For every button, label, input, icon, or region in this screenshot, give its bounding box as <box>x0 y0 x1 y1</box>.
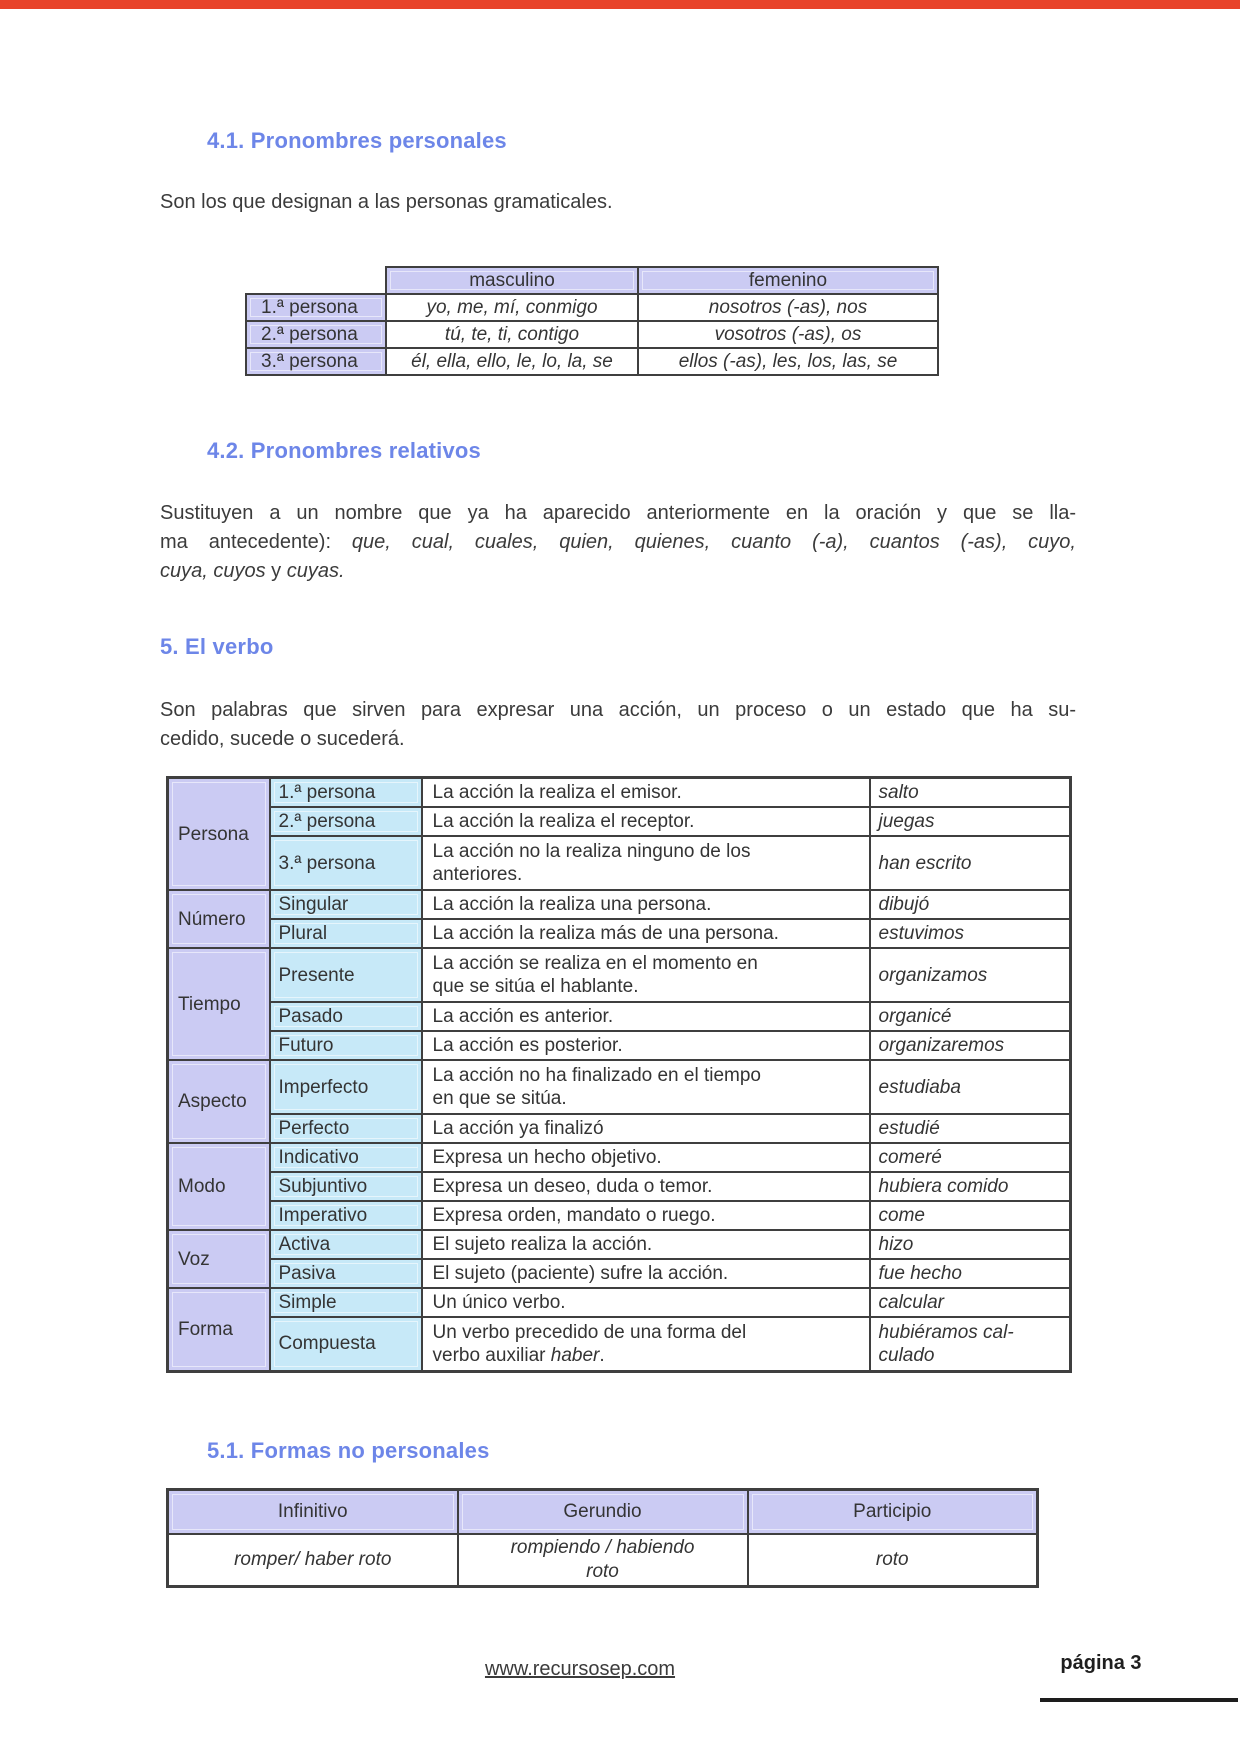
verb-example-cell: comeré <box>870 1143 1071 1172</box>
verb-subcategory-cell: Perfecto <box>270 1114 422 1143</box>
gerundio-cell: rompiendo / habiendo roto <box>458 1534 748 1587</box>
table-row <box>246 348 938 375</box>
verb-description-cell: El sujeto (paciente) sufre la acción. <box>422 1259 870 1288</box>
table-row <box>168 919 1071 948</box>
table-row <box>168 807 1071 836</box>
verb-category-cell: Voz <box>168 1230 270 1288</box>
verb-description-cell: Un único verbo. <box>422 1288 870 1317</box>
row-header: 1.ª persona <box>246 294 386 321</box>
verb-example-cell: hubiera comido <box>870 1172 1071 1201</box>
pronoun-cell: tú, te, ti, contigo <box>386 321 638 348</box>
verb-description-cell: Expresa un deseo, duda o temor. <box>422 1172 870 1201</box>
verb-description-cell: La acción se realiza en el momento en que se sitúa el hablante. <box>422 948 870 1002</box>
verb-subcategory-cell: Presente <box>270 948 422 1002</box>
verb-example-cell: han escrito <box>870 836 1071 890</box>
pronoun-cell: yo, me, mí, conmigo <box>386 294 638 321</box>
paragraph-5: Son palabras que sirven para expresar una acción, un proceso o un estado que ha su- cedido, sucede o sucederá. <box>160 699 1076 750</box>
intro-paragraph-4-1: Son los que designan a las personas gramaticales. <box>160 191 613 213</box>
verb-description-cell: Expresa orden, mandato o ruego. <box>422 1201 870 1230</box>
verb-description-cell: La acción es anterior. <box>422 1002 870 1031</box>
verb-category-cell: Tiempo <box>168 948 270 1060</box>
verb-example-cell: estudié <box>870 1114 1071 1143</box>
section-heading-5: 5. El verbo <box>160 634 274 659</box>
footer-link[interactable]: www.recursosep.com <box>484 1658 676 1680</box>
row-header: 3.ª persona <box>246 348 386 375</box>
row-header: 2.ª persona <box>246 321 386 348</box>
paragraph-4-2: Sustituyen a un nombre que ya ha aparecido anteriormente en la oración y que se lla- ma antecedente): que, cual, cuales, quien, quienes, cuanto (-a), cuantos (-as), cuyo, cuya, cuyos y cuyas. <box>160 502 1076 582</box>
table-row <box>168 1490 1038 1535</box>
page-number-rule <box>1040 1698 1238 1702</box>
verb-subcategory-cell: Pasiva <box>270 1259 422 1288</box>
verb-example-cell: come <box>870 1201 1071 1230</box>
verb-subcategory-cell: Plural <box>270 919 422 948</box>
verb-category-cell: Número <box>168 890 270 948</box>
verb-example-cell: estudiaba <box>870 1060 1071 1114</box>
verb-example-cell: organicé <box>870 1002 1071 1031</box>
section-heading-4-2: 4.2. Pronombres relativos <box>207 438 481 463</box>
verb-category-cell: Forma <box>168 1288 270 1371</box>
verb-subcategory-cell: Singular <box>270 890 422 919</box>
verb-subcategory-cell: 1.ª persona <box>270 778 422 808</box>
verb-category-cell: Aspecto <box>168 1060 270 1143</box>
table-row <box>246 267 938 294</box>
verb-subcategory-cell: Simple <box>270 1288 422 1317</box>
verb-example-cell: calcular <box>870 1288 1071 1317</box>
verb-category-cell: Modo <box>168 1143 270 1230</box>
verb-description-cell: La acción no ha finalizado en el tiempo en que se sitúa. <box>422 1060 870 1114</box>
verb-example-cell: dibujó <box>870 890 1071 919</box>
table-row <box>246 321 938 348</box>
section-heading-5-1: 5.1. Formas no personales <box>207 1438 490 1463</box>
page-number-label: página 3 <box>1060 1652 1142 1674</box>
column-header-participio: Participio <box>748 1490 1038 1535</box>
table-row <box>168 1114 1071 1143</box>
verb-subcategory-cell: Pasado <box>270 1002 422 1031</box>
table-row <box>168 948 1071 1002</box>
column-header-infinitivo: Infinitivo <box>168 1490 458 1535</box>
table-row <box>168 1534 1038 1587</box>
verb-description-cell: La acción la realiza el emisor. <box>422 778 870 808</box>
table-row <box>168 1259 1071 1288</box>
pronoun-cell: nosotros (-as), nos <box>638 294 938 321</box>
verb-subcategory-cell: Activa <box>270 1230 422 1259</box>
verb-subcategory-cell: Subjuntivo <box>270 1172 422 1201</box>
column-header-gerundio: Gerundio <box>458 1490 748 1535</box>
verb-example-cell: hubiéramos cal- culado <box>870 1317 1071 1371</box>
verb-description-cell: La acción es posterior. <box>422 1031 870 1060</box>
participio-cell: roto <box>748 1534 1038 1587</box>
table-row <box>168 1002 1071 1031</box>
table-row <box>246 294 938 321</box>
verb-subcategory-cell: Compuesta <box>270 1317 422 1371</box>
table-row <box>168 1031 1071 1060</box>
verb-example-cell: fue hecho <box>870 1259 1071 1288</box>
verb-description-cell: Expresa un hecho objetivo. <box>422 1143 870 1172</box>
table-row <box>168 1201 1071 1230</box>
pronoun-cell: ellos (-as), les, los, las, se <box>638 348 938 375</box>
table-row <box>168 1288 1071 1317</box>
column-header-masculino: masculino <box>386 267 638 294</box>
table-row <box>168 890 1071 919</box>
verb-example-cell: organizamos <box>870 948 1071 1002</box>
table-row <box>168 836 1071 890</box>
pronoun-cell: vosotros (-as), os <box>638 321 938 348</box>
pronoun-cell: él, ella, ello, le, lo, la, se <box>386 348 638 375</box>
verb-description-cell: El sujeto realiza la acción. <box>422 1230 870 1259</box>
verb-example-cell: juegas <box>870 807 1071 836</box>
verb-subcategory-cell: 3.ª persona <box>270 836 422 890</box>
verb-description-cell: La acción no la realiza ninguno de los anteriores. <box>422 836 870 890</box>
verb-description-cell: La acción la realiza una persona. <box>422 890 870 919</box>
verb-subcategory-cell: Imperativo <box>270 1201 422 1230</box>
verb-example-cell: salto <box>870 778 1071 808</box>
corner-empty-cell <box>246 267 386 294</box>
pronoun-table <box>245 266 939 376</box>
table-row <box>168 1172 1071 1201</box>
verb-subcategory-cell: 2.ª persona <box>270 807 422 836</box>
table-row <box>168 778 1071 808</box>
verb-subcategory-cell: Indicativo <box>270 1143 422 1172</box>
verb-description-cell: La acción la realiza más de una persona. <box>422 919 870 948</box>
table-row <box>168 1230 1071 1259</box>
table-row <box>168 1060 1071 1114</box>
verb-subcategory-cell: Futuro <box>270 1031 422 1060</box>
verb-description-cell: Un verbo precedido de una forma del verbo auxiliar haber. <box>422 1317 870 1371</box>
column-header-femenino: femenino <box>638 267 938 294</box>
section-heading-4-1: 4.1. Pronombres personales <box>207 128 507 153</box>
verb-description-cell: La acción la realiza el receptor. <box>422 807 870 836</box>
table-row <box>168 1143 1071 1172</box>
verb-category-cell: Persona <box>168 778 270 891</box>
footer-website <box>0 1658 1160 1681</box>
verb-description-cell: La acción ya finalizó <box>422 1114 870 1143</box>
nonpersonal-forms-table <box>166 1488 1039 1588</box>
verb-example-cell: organizaremos <box>870 1031 1071 1060</box>
verb-subcategory-cell: Imperfecto <box>270 1060 422 1114</box>
verb-table <box>166 776 1072 1373</box>
infinitivo-cell: romper/ haber roto <box>168 1534 458 1587</box>
table-row <box>168 1317 1071 1371</box>
top-accent-bar <box>0 0 1240 9</box>
verb-example-cell: hizo <box>870 1230 1071 1259</box>
verb-example-cell: estuvimos <box>870 919 1071 948</box>
